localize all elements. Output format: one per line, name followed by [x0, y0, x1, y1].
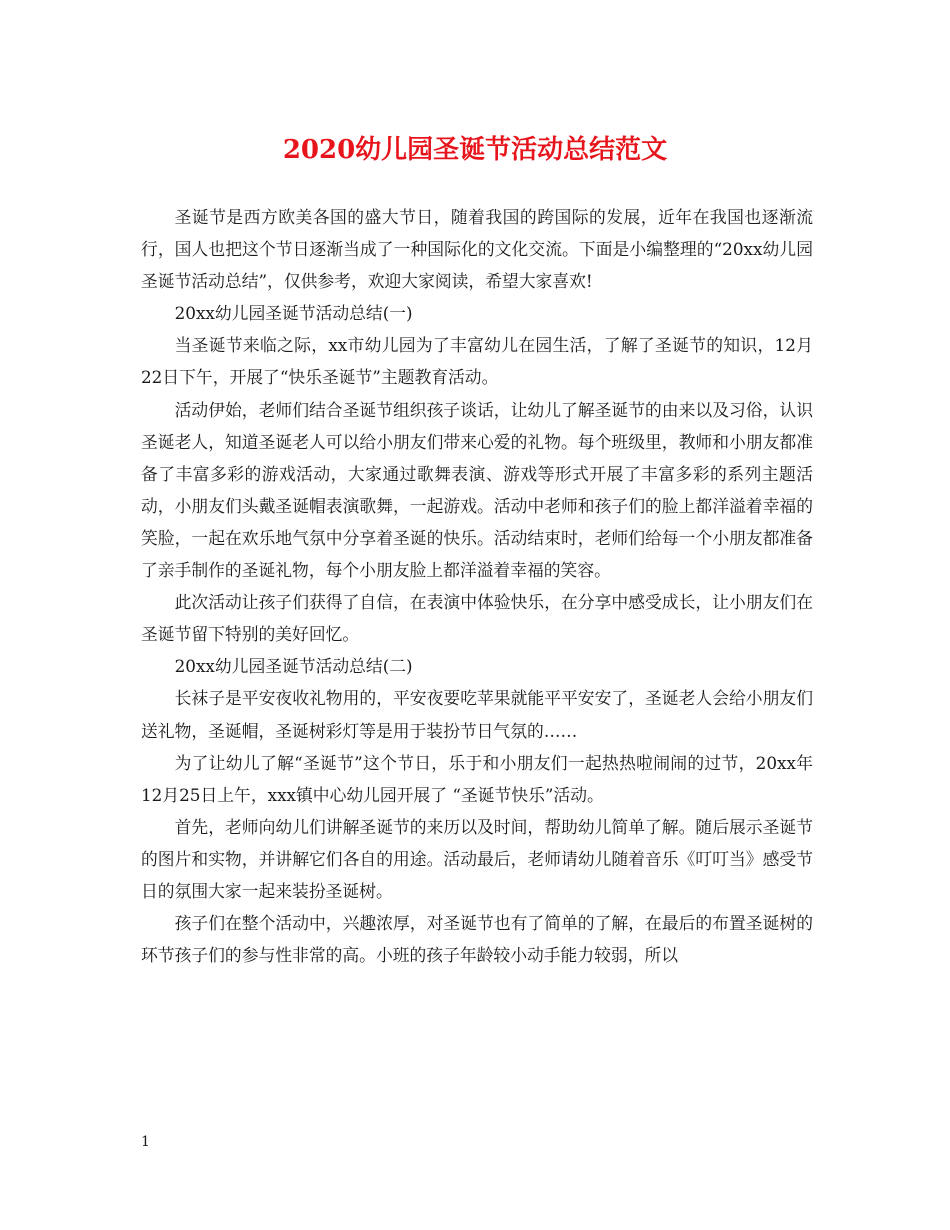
- paragraph: 此次活动让孩子们获得了自信，在表演中体验快乐，在分享中感受成长，让小朋友们在圣诞节留下特别的美好回忆。: [141, 592, 813, 645]
- section-heading-1: 20xx幼儿园圣诞节活动总结(一): [174, 303, 413, 324]
- page-number: 1: [141, 1134, 150, 1150]
- section-heading-2: 20xx幼儿园圣诞节活动总结(二): [174, 656, 413, 677]
- paragraph: 当圣诞节来临之际，xx市幼儿园为了丰富幼儿在园生活，了解了圣诞节的知识，12月22日下午，开展了“快乐圣诞节”主题教育活动。: [141, 335, 813, 388]
- document-body: [141, 201, 813, 971]
- paragraph: 为了让幼儿了解“圣诞节”这个节日，乐于和小朋友们一起热热啦闹闹的过节，20xx年12月25日上午，xxx镇中心幼儿园开展了 “圣诞节快乐”活动。: [141, 752, 813, 805]
- paragraph-intro: 圣诞节是西方欧美各国的盛大节日，随着我国的跨国际的发展，近年在我国也逐渐流行，国人也把这个节日逐渐当成了一种国际化的文化交流。下面是小编整理的“20xx幼儿园圣诞节活动总结”，仅供参考，欢迎大家阅读，希望大家喜欢!: [141, 207, 813, 292]
- paragraph: 活动伊始，老师们结合圣诞节组织孩子谈话，让幼儿了解圣诞节的由来以及习俗，认识圣诞老人，知道圣诞老人可以给小朋友们带来心爱的礼物。每个班级里，教师和小朋友都准备了丰富多彩的游戏活动，大家通过歌舞表演、游戏等形式开展了丰富多彩的系列主题活动，小朋友们头戴圣诞帽表演歌舞，一起游戏。活动中老师和孩子们的脸上都洋溢着幸福的笑脸，一起在欢乐地气氛中分享着圣诞的快乐。活动结束时，老师们给每一个小朋友都准备了亲手制作的圣诞礼物，每个小朋友脸上都洋溢着幸福的笑容。: [141, 399, 813, 581]
- paragraph: 孩子们在整个活动中，兴趣浓厚，对圣诞节也有了简单的了解，在最后的布置圣诞树的环节孩子们的参与性非常的高。小班的孩子年龄较小动手能力较弱，所以: [141, 913, 813, 966]
- paragraph: 首先，老师向幼儿们讲解圣诞节的来历以及时间，帮助幼儿简单了解。随后展示圣诞节的图片和实物，并讲解它们各自的用途。活动最后，老师请幼儿随着音乐《叮叮当》感受节日的氛围大家一起来装扮圣诞树。: [141, 816, 813, 901]
- paragraph: 长袜子是平安夜收礼物用的，平安夜要吃苹果就能平平安安了，圣诞老人会给小朋友们送礼物，圣诞帽，圣诞树彩灯等是用于装扮节日气氛的……: [141, 688, 813, 741]
- document-title: 2020幼儿园圣诞节活动总结范文: [282, 135, 668, 165]
